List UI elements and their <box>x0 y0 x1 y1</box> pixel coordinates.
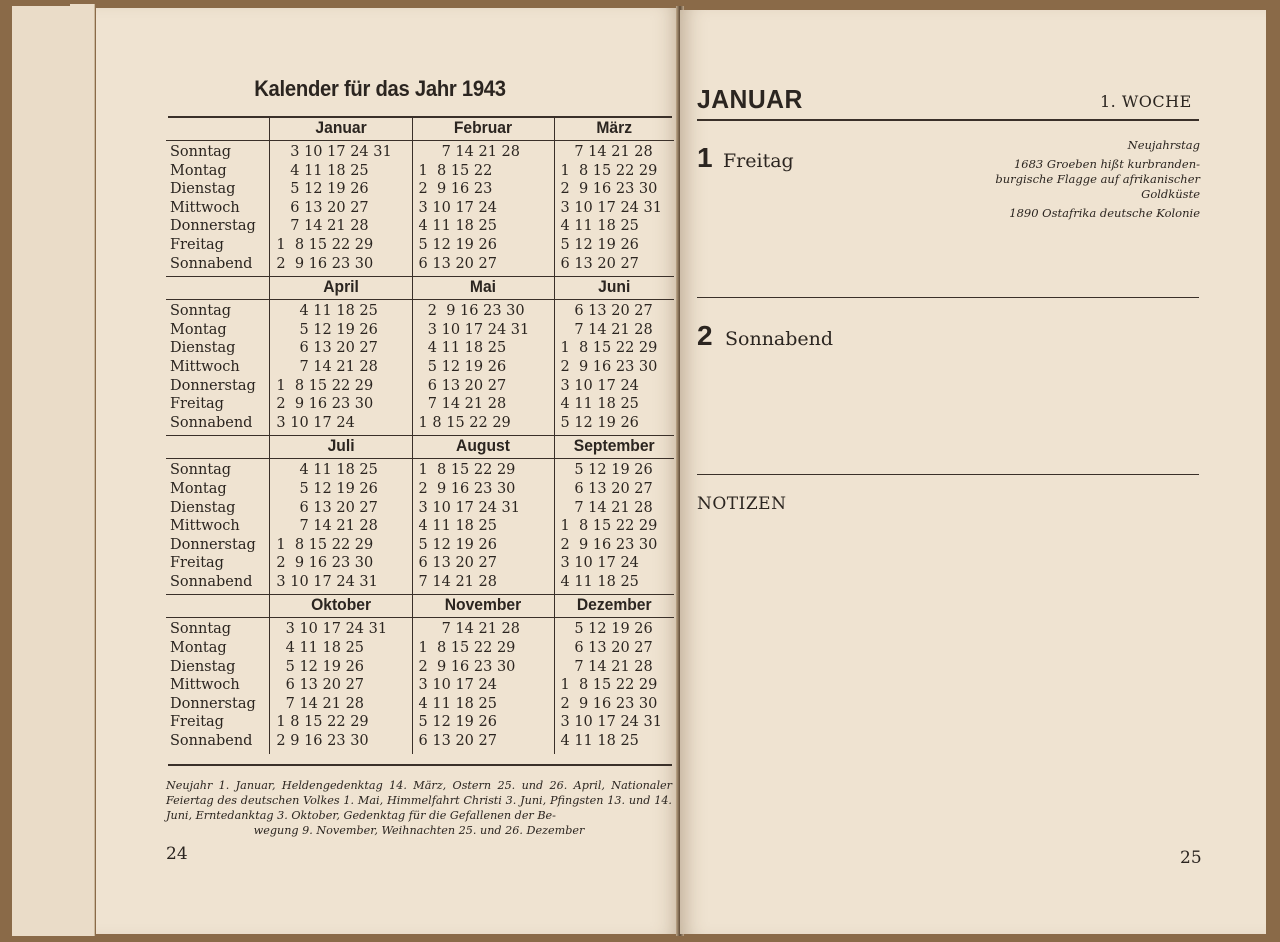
day-1-note: 1890 Ostafrika deutsche Kolonie <box>1009 206 1200 220</box>
day-number-2: 2 <box>697 320 713 351</box>
day-name-2: Sonnabend <box>725 328 834 350</box>
weekday-label: Sonnabend <box>170 733 253 750</box>
weekday-label: Mittwoch <box>170 677 240 694</box>
date-row: 1 8 15 22 29 <box>276 236 374 253</box>
date-row: 3 10 17 24 31 <box>560 199 662 216</box>
date-row: 6 13 20 27 <box>418 555 497 572</box>
month-header: Juli <box>276 436 407 459</box>
month-header: Februar <box>418 118 549 141</box>
month-title: JANUAR <box>697 84 803 114</box>
date-row: 1 8 15 22 29 <box>276 714 369 731</box>
date-row: 6 13 20 27 <box>560 640 653 657</box>
day-1-rule <box>697 297 1199 298</box>
weekday-label: Sonnabend <box>170 573 253 590</box>
date-row: 5 12 19 26 <box>560 236 639 253</box>
date-row: 1 8 15 22 29 <box>276 377 374 394</box>
date-row: 7 14 21 28 <box>276 358 378 375</box>
holiday-footnote-text: Neujahr 1. Januar, Heldengedenktag 14. März, Ostern 25. und 26. April, Nationaler Feiertag des deutschen Volkes 1. Mai, Himmelfahrt Christi 3. Juni, Pfingsten 13. und 14. Juni, Erntedanktag 3. Oktober, Gedenktag für die Gefallenen der Be- <box>166 779 672 822</box>
date-row: 7 14 21 28 <box>560 321 653 338</box>
month-header: Januar <box>276 118 407 141</box>
date-row: 6 13 20 27 <box>418 733 497 750</box>
month-dates-column <box>412 618 554 754</box>
page-edges-inner <box>70 4 95 936</box>
weekday-label: Dienstag <box>170 658 236 675</box>
month-dates-column <box>270 618 412 754</box>
month-header: November <box>418 595 549 618</box>
date-row: 7 14 21 28 <box>418 573 497 590</box>
date-row: 5 12 19 26 <box>418 714 497 731</box>
notes-heading: NOTIZEN <box>697 494 787 514</box>
header-rule <box>697 119 1199 121</box>
page-number-right: 25 <box>1180 848 1202 868</box>
weekday-label: Sonntag <box>170 462 232 479</box>
date-row: 1 8 15 22 29 <box>418 640 516 657</box>
holiday-footnote-last-line: wegung 9. November, Weihnachten 25. und 26. Dezember <box>253 824 585 837</box>
date-row: 4 11 18 25 <box>276 303 378 320</box>
date-row: 5 12 19 26 <box>276 321 378 338</box>
date-row: 4 11 18 25 <box>560 733 639 750</box>
date-row: 3 10 17 24 <box>276 414 355 431</box>
date-row: 3 10 17 24 <box>560 555 639 572</box>
date-row: 2 9 16 23 30 <box>560 181 658 198</box>
date-row: 4 11 18 25 <box>560 218 639 235</box>
date-row: 4 11 18 25 <box>276 162 369 179</box>
date-row: 1 8 15 22 29 <box>560 162 658 179</box>
month-dates-column <box>554 618 674 754</box>
month-dates-column <box>412 141 554 277</box>
weekday-column <box>166 141 270 277</box>
date-row: 6 13 20 27 <box>276 499 378 516</box>
date-row: 1 8 15 22 29 <box>418 462 516 479</box>
date-row: 1 8 15 22 29 <box>560 518 658 535</box>
date-row: 2 9 16 23 30 <box>276 396 374 413</box>
date-row: 6 13 20 27 <box>276 199 369 216</box>
month-dates-column <box>554 459 674 595</box>
date-row: 1 8 15 22 29 <box>276 536 374 553</box>
date-row: 1 8 15 22 29 <box>560 340 658 357</box>
weekday-header-blank <box>166 436 270 459</box>
month-header: Mai <box>418 277 549 300</box>
weekday-label: Sonntag <box>170 303 232 320</box>
date-row: 4 11 18 25 <box>418 518 497 535</box>
quarter-body-row <box>166 141 674 277</box>
date-row: 6 13 20 27 <box>418 255 497 272</box>
date-row: 3 10 17 24 31 <box>418 499 521 516</box>
month-dates-column <box>270 141 412 277</box>
day-name-1: Freitag <box>723 150 794 172</box>
weekday-label: Dienstag <box>170 340 236 357</box>
month-dates-column <box>270 459 412 595</box>
weekday-label: Sonnabend <box>170 414 253 431</box>
holiday-footnote <box>166 778 672 838</box>
date-row: 6 13 20 27 <box>560 255 639 272</box>
weekday-label: Sonntag <box>170 144 232 160</box>
weekday-label: Montag <box>170 162 227 179</box>
month-dates-column <box>412 459 554 595</box>
date-row: 2 9 16 23 30 <box>560 536 658 553</box>
weekday-label: Donnerstag <box>170 218 256 235</box>
weekday-label: Freitag <box>170 396 224 413</box>
month-header: April <box>276 277 407 300</box>
month-header: August <box>418 436 549 459</box>
date-row: 2 9 16 23 30 <box>276 255 374 272</box>
date-row: 7 14 21 28 <box>418 621 520 638</box>
day-number-1: 1 <box>697 142 713 173</box>
date-row: 3 10 17 24 <box>418 677 497 694</box>
date-row: 5 12 19 26 <box>418 358 507 375</box>
date-row: 2 9 16 23 30 <box>418 303 525 320</box>
weekday-label: Freitag <box>170 555 224 572</box>
weekday-header-blank <box>166 118 270 141</box>
date-row: 6 13 20 27 <box>418 377 507 394</box>
date-row: 5 12 19 26 <box>418 536 497 553</box>
month-header: Juni <box>559 277 669 300</box>
month-header: März <box>559 118 669 141</box>
date-row: 3 10 17 24 31 <box>276 621 388 638</box>
weekday-header-blank <box>166 595 270 618</box>
date-row: 5 12 19 26 <box>276 658 365 675</box>
weekday-label: Sonntag <box>170 621 232 638</box>
date-row: 3 10 17 24 <box>418 199 497 216</box>
weekday-label: Donnerstag <box>170 377 256 394</box>
quarter-header-row <box>166 595 674 618</box>
date-row: 5 12 19 26 <box>276 480 378 497</box>
date-row: 5 12 19 26 <box>560 621 653 638</box>
day-1-note: Neujahrstag <box>1127 138 1200 152</box>
date-row: 2 9 16 23 30 <box>276 555 374 572</box>
date-row: 4 11 18 25 <box>276 462 378 479</box>
date-row: 3 10 17 24 31 <box>560 714 662 731</box>
weekday-label: Mittwoch <box>170 199 240 216</box>
date-row: 1 8 15 22 29 <box>560 677 658 694</box>
week-label: 1. WOCHE <box>1100 92 1192 111</box>
date-row: 4 11 18 25 <box>560 573 639 590</box>
month-dates-column <box>554 300 674 436</box>
weekday-column <box>166 300 270 436</box>
date-row: 5 12 19 26 <box>276 181 369 198</box>
date-row: 1 8 15 22 29 <box>418 414 511 431</box>
weekday-label: Freitag <box>170 236 224 253</box>
weekday-column <box>166 459 270 595</box>
weekday-label: Freitag <box>170 714 224 731</box>
quarter-header-row <box>166 277 674 300</box>
weekday-label: Mittwoch <box>170 518 240 535</box>
calendar-title: Kalender für das Jahr 1943 <box>254 76 506 101</box>
page-number-left: 24 <box>166 844 188 864</box>
date-row: 2 9 16 23 <box>418 181 493 198</box>
weekday-label: Mittwoch <box>170 358 240 375</box>
date-row: 2 9 16 23 30 <box>418 480 516 497</box>
quarter-header-row <box>166 118 674 141</box>
weekday-label: Montag <box>170 640 227 657</box>
day-2-rule <box>697 474 1199 475</box>
date-row: 6 13 20 27 <box>276 340 378 357</box>
date-row: 7 14 21 28 <box>276 695 365 712</box>
date-row: 6 13 20 27 <box>276 677 365 694</box>
date-row: 4 11 18 25 <box>418 218 497 235</box>
date-row: 6 13 20 27 <box>560 303 653 320</box>
date-row: 2 9 16 23 30 <box>418 658 516 675</box>
date-row: 3 10 17 24 31 <box>418 321 530 338</box>
date-row: 4 11 18 25 <box>418 340 507 357</box>
weekday-column <box>166 618 270 754</box>
weekday-label: Sonnabend <box>170 255 253 272</box>
date-row: 5 12 19 26 <box>560 462 653 479</box>
date-row: 1 8 15 22 <box>418 162 493 179</box>
quarter-body-row <box>166 459 674 595</box>
weekday-label: Donnerstag <box>170 536 256 553</box>
year-calendar-table <box>166 118 674 754</box>
date-row: 7 14 21 28 <box>418 144 520 160</box>
date-row: 6 13 20 27 <box>560 480 653 497</box>
weekday-label: Dienstag <box>170 499 236 516</box>
weekday-label: Montag <box>170 321 227 338</box>
date-row: 3 10 17 24 31 <box>276 144 392 160</box>
date-row: 2 9 16 23 30 <box>560 695 658 712</box>
date-row: 7 14 21 28 <box>276 518 378 535</box>
date-row: 2 9 16 23 30 <box>560 358 658 375</box>
month-dates-column <box>554 141 674 277</box>
date-row: 7 14 21 28 <box>276 218 369 235</box>
date-row: 7 14 21 28 <box>560 658 653 675</box>
month-dates-column <box>412 300 554 436</box>
date-row: 5 12 19 26 <box>560 414 639 431</box>
date-row: 2 9 16 23 30 <box>276 733 369 750</box>
weekday-label: Montag <box>170 480 227 497</box>
date-row: 7 14 21 28 <box>560 144 653 160</box>
month-header: Dezember <box>559 595 669 618</box>
month-header: September <box>559 436 669 459</box>
date-row: 4 11 18 25 <box>418 695 497 712</box>
date-row: 7 14 21 28 <box>418 396 507 413</box>
weekday-header-blank <box>166 277 270 300</box>
quarter-body-row <box>166 618 674 754</box>
date-row: 5 12 19 26 <box>418 236 497 253</box>
month-header: Oktober <box>276 595 407 618</box>
date-row: 4 11 18 25 <box>560 396 639 413</box>
quarter-header-row <box>166 436 674 459</box>
date-row: 3 10 17 24 31 <box>276 573 378 590</box>
month-dates-column <box>270 300 412 436</box>
quarter-body-row <box>166 300 674 436</box>
date-row: 7 14 21 28 <box>560 499 653 516</box>
calendar-bottom-rule <box>168 764 672 766</box>
date-row: 3 10 17 24 <box>560 377 639 394</box>
date-row: 4 11 18 25 <box>276 640 365 657</box>
weekday-label: Dienstag <box>170 181 236 198</box>
weekday-label: Donnerstag <box>170 695 256 712</box>
day-1-note: 1683 Groeben hißt kurbranden-burgische Flagge auf afrikanischer Goldküste <box>995 157 1200 201</box>
day-1-notes <box>960 138 1200 225</box>
